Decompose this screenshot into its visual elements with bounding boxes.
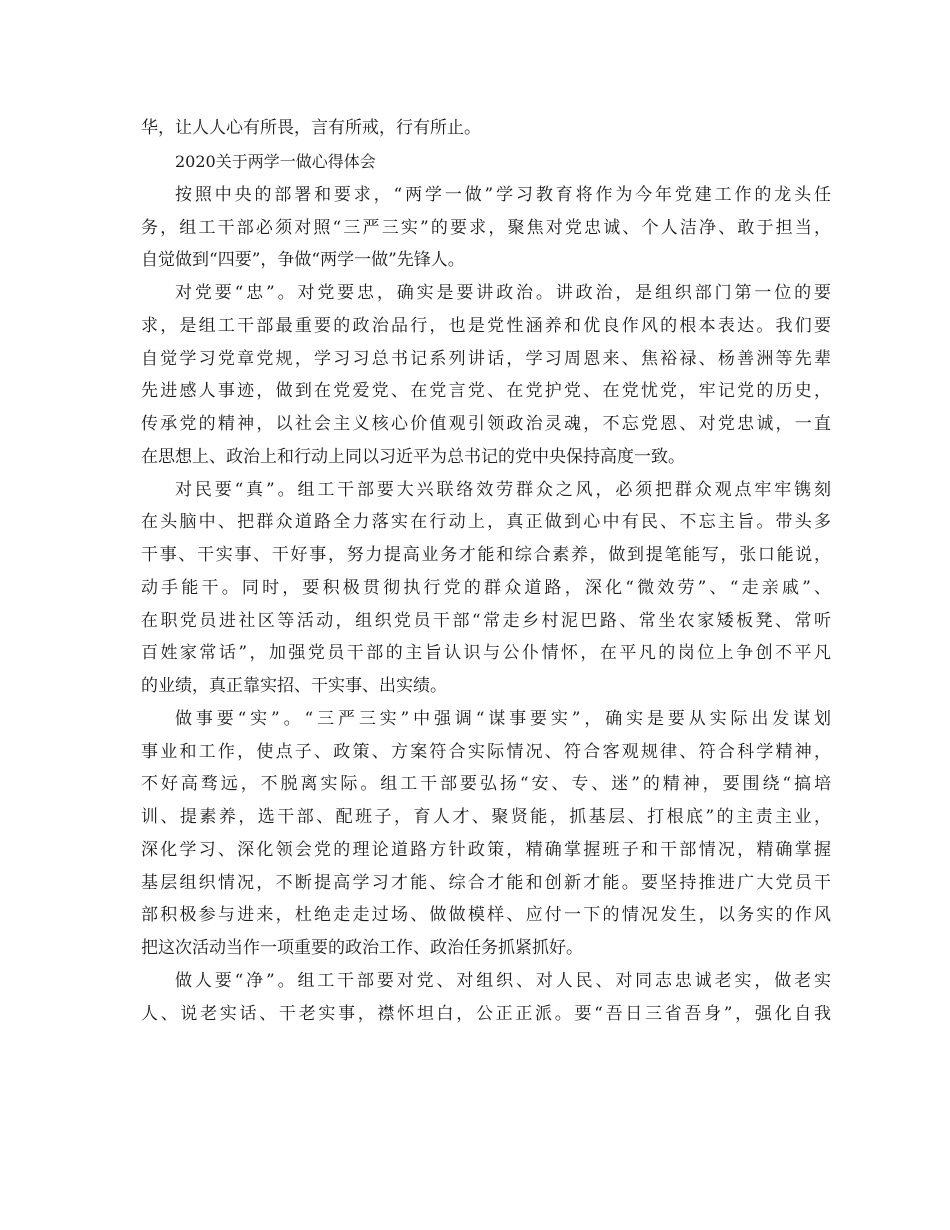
paragraph-line: 在头脑中、把群众道路全力落实在行动上，真正做到心中有民、不忘主旨。带头多 [141,512,831,532]
paragraph-line: 把这次活动当作一项重要的政治工作、政治任务抓紧抓好。 [141,938,583,958]
section-title: 2020关于两学一做心得体会 [175,152,376,171]
paragraph-line: 人、说老实话、干老实事，襟怀坦白，公正正派。要“吾日三省吾身”，强化自我 [141,1004,831,1024]
paragraph-line: 自觉做到“四要”，争做“两学一做”先锋人。 [141,250,465,270]
paragraph-line: 华，让人人心有所畏，言有所戒，行有所止。 [141,118,481,138]
paragraph-line: 的业绩，真正靠实招、干实事、出实绩。 [141,676,447,696]
paragraph-line: 深化学习、深化领会党的理论道路方针政策，精确掌握班子和干部情况，精确掌握 [141,840,831,860]
paragraph-line: 对民要“真”。组工干部要大兴联络效劳群众之风，必须把群众观点牢牢镌刻 [175,480,831,500]
paragraph-line: 百姓家常话”，加强党员干部的主旨认识与公仆情怀，在平凡的岗位上争创不平凡 [141,643,831,663]
paragraph-line: 在职党员进社区等活动，组织党员干部“常走乡村泥巴路、常坐农家矮板凳、常听 [141,611,831,631]
paragraph-line: 先进感人事迹，做到在党爱党、在党言党、在党护党、在党忧党，牢记党的历史， [141,381,831,401]
paragraph-line: 动手能干。同时，要积极贯彻执行党的群众道路，深化“微效劳”、“走亲戚”、 [141,578,831,598]
paragraph-line: 对党要“忠”。对党要忠，确实是要讲政治。讲政治，是组织部门第一位的要 [175,283,831,303]
paragraph-line: 干事、干实事、干好事，努力提高业务才能和综合素养，做到提笔能写，张口能说， [141,545,831,565]
paragraph-line: 务，组工干部必须对照“三严三实”的要求，聚焦对党忠诚、个人洁净、敢于担当， [141,218,831,238]
paragraph-line: 训、提素养，选干部、配班子，育人才、聚贤能，抓基层、打根底”的主责主业， [141,807,831,827]
paragraph-line: 基层组织情况，不断提高学习才能、综合才能和创新才能。要坚持推进广大党员干 [141,873,831,893]
paragraph-line: 自觉学习党章党规，学习习总书记系列讲话，学习周恩来、焦裕禄、杨善洲等先辈 [141,349,831,369]
paragraph-line: 按照中央的部署和要求，“两学一做”学习教育将作为今年党建工作的龙头任 [175,185,831,205]
paragraph-line: 不好高骛远，不脱离实际。组工干部要弘扬“安、专、迷”的精神，要围绕“搞培 [141,774,831,794]
paragraph-line: 传承党的精神，以社会主义核心价值观引领政治灵魂，不忘党恩、对党忠诚，一直 [141,414,831,434]
paragraph-line: 做事要“实”。“三严三实”中强调“谋事要实”，确实是要从实际出发谋划 [175,709,831,729]
paragraph-line: 事业和工作，使点子、政策、方案符合实际情况、符合客观规律、符合科学精神， [141,742,831,762]
paragraph-line: 求，是组工干部最重要的政治品行，也是党性涵养和优良作风的根本表达。我们要 [141,316,831,336]
paragraph-line: 做人要“净”。组工干部要对党、对组织、对人民、对同志忠诚老实，做老实 [175,971,831,991]
paragraph-line: 部积极参与进来，杜绝走走过场、做做模样、应付一下的情况发生，以务实的作风 [141,905,831,925]
paragraph-line: 在思想上、政治上和行动上同以习近平为总书记的党中央保持高度一致。 [141,447,685,467]
